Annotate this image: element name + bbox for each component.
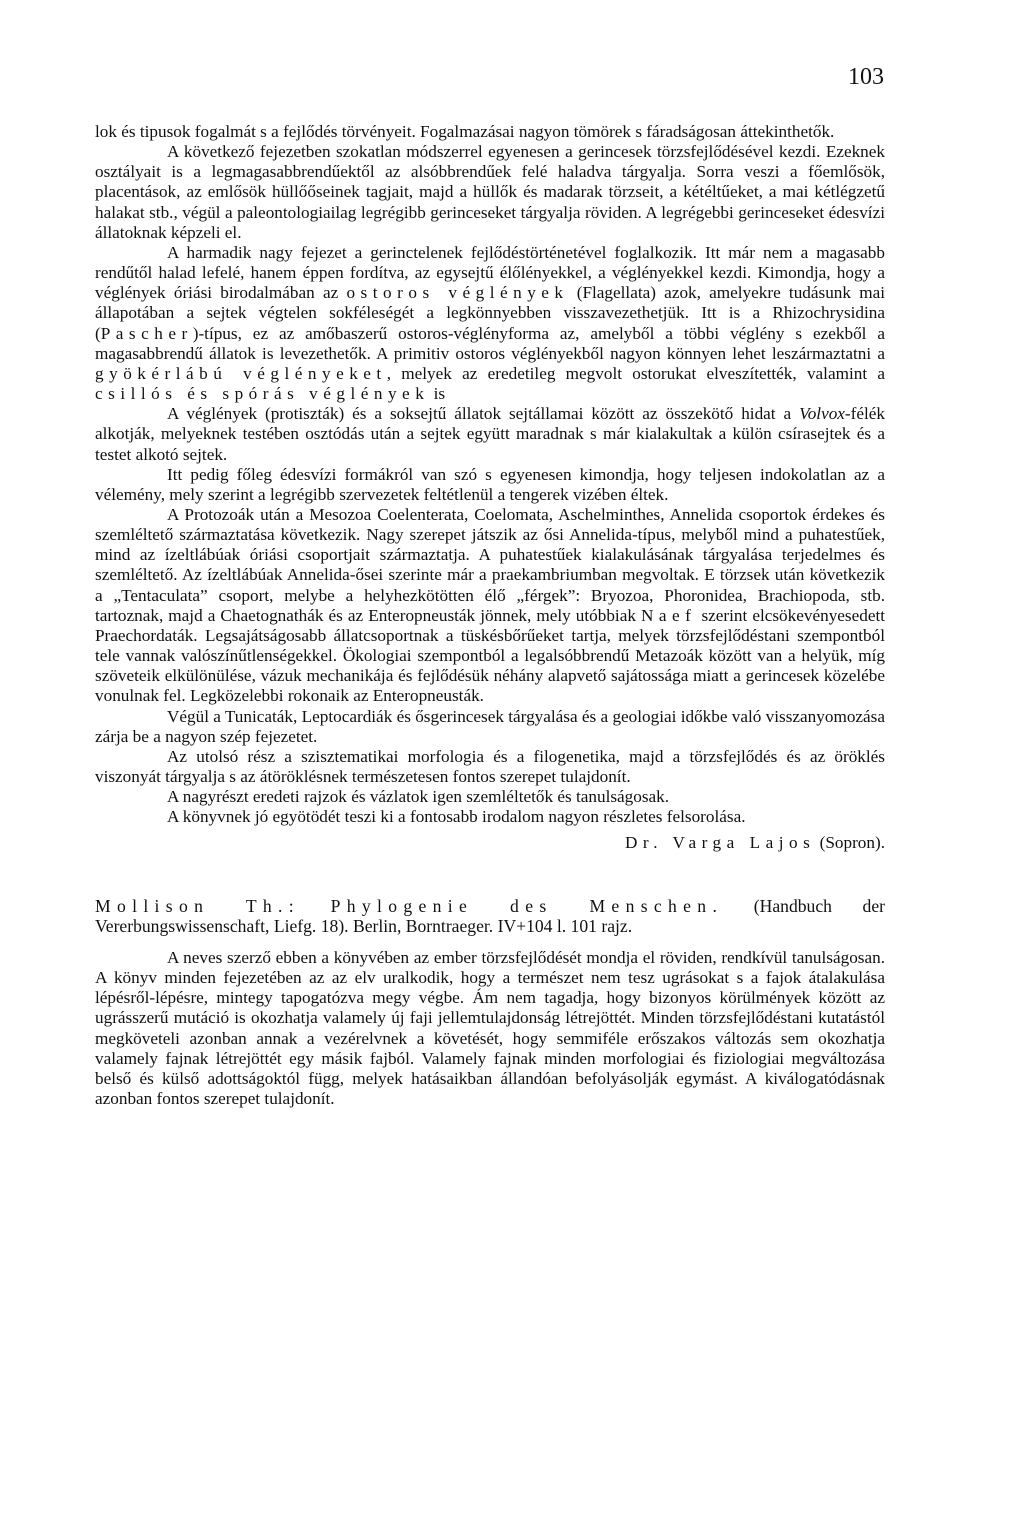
text-run: (Flagellata) azok, amelyekre tudásunk mai állapotában a sejtek végtelen sokféleségét a legkönnyebben visszavezethetjük. Itt is a Rhizochrysidina ( <box>95 283 885 343</box>
paragraph-invertebrates <box>95 243 885 404</box>
text-run: A harmadik nagy fejezet a gerinctelenek fejlődéstörténetével foglalkozik. Itt már nem a magasabb rendűtől halad lefelé, hanem éppen fordítva, az egysejtű élőlényekkel, a véglényekkel kezdi. Kimondja, hogy a véglények óriási birodalmában az <box>95 242 885 303</box>
paragraph-freshwater: Itt pedig főleg édesvízi formákról van szó s egyenesen kimondja, hogy teljesen indokolatlan az a vélemény, mely szerint a legrégibb szervezetek feltétlenül a tengerek vizében éltek. <box>95 464 885 504</box>
text-run: A véglények (protiszták) és a soksejtű állatok sejtállamai között az összekötő hidat a <box>167 404 792 424</box>
reviewer-place: (Sopron). <box>819 833 885 853</box>
text-run: szerint elcsökevényesedett Praechordaták. Legsajátságosabb állatcsoportnak a tüskésbőrűeket tartja, melyek törzsfejlődéstani szempontból tele vannak valószínűtlenségekkel. Ökologiai szempontból a legalsóbbrendű Metazoák között van a helyük, míg szöveteik elkülönülése, vázuk mechanikája és fejlődésük néhány alapvető sajátossága miatt a gerincesek közelébe vonulnak fel. Legközelebbi rokonaik az Enteropneusták. <box>95 605 886 706</box>
review-body: A neves szerző ebben a könyvében az ember törzsfejlődését mondja el röviden, rendkívül tanulságosan. A könyv minden fejezetében az az elv uralkodik, hogy a természet nem tesz ugrásokat s a fajok átalakulása lépésről-lépésre, mintegy tapogatózva megy végbe. Ám nem tagadja, hogy bizonyos körülmények között az ugrásszerű mutáció is okozhatja valamely új faji jellemtulajdonság létrejöttét. Minden törzsfejlődéstani kutatástól megköveteli azonban annak a vezérelvnek a követését, hogy semmiféle erőszakos változás sem okozhatja valamely fajnak létrejöttét egy másik fajból. Valamely fajnak minden morfologiai és fiziologiai megváltozása belső és külső adottságoktól függ, melyek hatásaikban állandóan befolyásolják egymást. A kiválogatódásnak azonban fontos szerepet tulajdonít. <box>95 947 885 1109</box>
page-number: 103 <box>848 64 884 90</box>
review-author: Mollison Th.: <box>95 895 301 916</box>
article-text <box>95 122 885 1109</box>
text-run: is <box>433 384 446 404</box>
paragraph-drawings: A nagyrészt eredeti rajzok és vázlatok igen szemléltetők és tanulságosak. <box>167 787 670 807</box>
paragraph-volvox <box>95 404 885 464</box>
paragraph-literature: A könyvnek jó egyötödét teszi ki a fontosabb irodalom nagyon részletes felsorolása. <box>167 807 746 827</box>
spaced-term: gyökérlábú véglényeket <box>95 363 387 383</box>
paragraph-systematics: Az utolsó rész a szisztematikai morfologia és a filogenetika, majd a törzsfejlődés és az öröklés viszonyát tárgyalja s az átöröklésnek természetesen fontos szerepet tulajdonít. <box>95 746 885 786</box>
text-run: -félék alkotják, melyeknek testében osztódás után a sejtek együtt maradnak s már kialakultak a külön csírasejtek és a testet alkotó sejtek. <box>95 404 885 464</box>
spaced-author-name: Naef <box>640 605 697 625</box>
paragraph-vertebrates: A következő fejezetben szokatlan módszerrel egyenesen a gerincesek törzsfejlődésével kezdi. Ezeknek osztályait is a legmagasabbrendűektől az alsóbbrendűek felé haladva tárgyalja. Sorra veszi a főemlősök, placentások, az emlősök hüllőőseinek tagjait, majd a hüllők és madarak törzseit, a kétéltűeket, a mai kétlégzetű halakat stb., végül a paleontologiailag legrégibb gerinceseket tárgyalja röviden. A legrégebbi gerinceseket édesvízi állatoknak képzeli el. <box>95 142 885 242</box>
paragraph-continuation: lok és tipusok fogalmát s a fejlődés törvényeit. Fogalmazásai nagyon tömörek s fáradságosan áttekinthetők. <box>95 122 835 141</box>
paragraph-protozoa <box>95 505 885 707</box>
reviewer-name: Dr. Varga Lajos <box>625 833 816 853</box>
reviewer-signature <box>95 833 885 853</box>
spaced-author-name: Pascher <box>100 323 193 343</box>
italic-term: Volvox <box>799 404 845 424</box>
text-run: , melyek az eredetileg megvolt ostorukat elveszítették, valamint a <box>386 363 885 383</box>
paragraph-tunicata: Végül a Tunicaták, Leptocardiák és ősgerincesek tárgyalása és a geologiai időkbe való visszanyomozása zárja be a nagyon szép fejezetet. <box>95 706 885 746</box>
spaced-term: ostoros véglények <box>346 283 569 303</box>
review-book-title: Phylogenie des Menschen. <box>330 895 724 916</box>
review-heading <box>95 896 885 936</box>
spaced-term: csillós és spórás véglények <box>95 384 430 404</box>
text-run: A Protozoák után a Mesozoa Coelenterata, Coelomata, Aschelminthes, Annelida csoportok érdekes és szemléltető származtatása következik. Nagy szerepet játszik az ősi Annelida-típus, melyből mind a puhatestűek, mind az ízeltlábúak óriási csoportjait származtatja. A puhatestűek kialakulásának tárgyalása terjedelmes és szemléltető. Az ízeltlábúak Annelida-ősei szerinte már a praekambriumban megvoltak. E törzsek után következik a „Tentaculata” csoport, melybe a helyhezkötötten élő „férgek”: Bryozoa, Phoronidea, Brachiopoda, stb. tartoznak, majd a Chaetognathák és az Enteropneusták jönnek, mely utóbbiak <box>95 504 885 625</box>
text-run: )-típus, ez az amőbaszerű ostoros-véglényforma az, amelyből a többi véglény s ezekből a magasabbrendű állatok is levezethetők. A primitiv ostoros véglényekből nagyon könnyen lehet leszármaztatni a <box>95 323 885 363</box>
review-citation: (Handbuch der Vererbungswissenschaft, Liefg. 18). Berlin, Borntraeger. IV+104 l. 101 rajz. <box>95 895 886 936</box>
